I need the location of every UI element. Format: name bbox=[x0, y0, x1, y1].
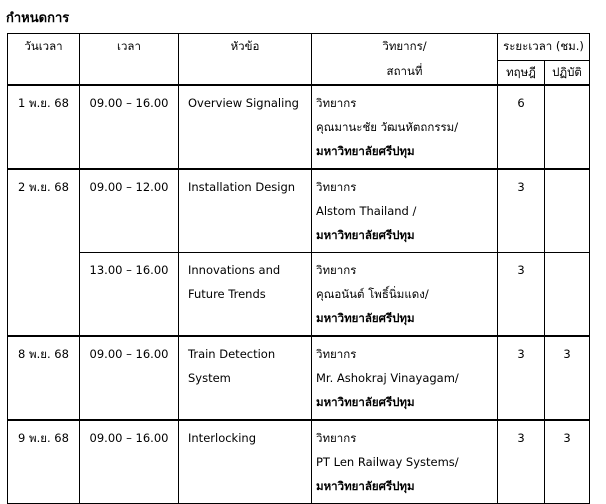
header-duration: ระยะเวลา (ชม.) bbox=[498, 34, 590, 61]
row-topic-line: Interlocking bbox=[188, 431, 256, 445]
row-theory-hours: 3 bbox=[498, 253, 545, 337]
row-time: 09.00 – 16.00 bbox=[80, 336, 179, 420]
page-title: กำหนดการ bbox=[6, 11, 70, 26]
row-topic-line: System bbox=[188, 371, 231, 385]
venue: มหาวิทยาลัยศรีปทุม bbox=[316, 144, 415, 158]
speaker-label: วิทยากร bbox=[316, 180, 357, 194]
venue: มหาวิทยาลัยศรีปทุม bbox=[316, 228, 415, 242]
row-practice-hours bbox=[545, 85, 590, 169]
table-row bbox=[8, 336, 590, 420]
row-practice-hours: 3 bbox=[545, 420, 590, 504]
row-date: 2 พ.ย. 68 bbox=[8, 169, 80, 336]
header-date: วันเวลา bbox=[8, 34, 80, 86]
row-topic-line: Future Trends bbox=[188, 287, 266, 301]
row-topic-line: Installation Design bbox=[188, 180, 296, 194]
row-time: 09.00 – 16.00 bbox=[80, 420, 179, 504]
speaker-name: คุณอนันต์ โพธิ์นิ่มแดง/ bbox=[316, 287, 429, 301]
header-speaker bbox=[312, 34, 498, 86]
row-practice-hours: 3 bbox=[545, 336, 590, 420]
header-speaker-line1: วิทยากร/ bbox=[382, 39, 427, 53]
row-topic bbox=[179, 420, 312, 504]
speaker-label: วิทยากร bbox=[316, 431, 357, 445]
row-practice-hours bbox=[545, 253, 590, 337]
table-row bbox=[8, 253, 590, 337]
table-row bbox=[8, 169, 590, 253]
row-topic-line: Innovations and bbox=[188, 263, 281, 277]
row-date: 8 พ.ย. 68 bbox=[8, 336, 80, 420]
row-topic bbox=[179, 336, 312, 420]
schedule-table bbox=[7, 33, 590, 504]
row-topic-line: Train Detection bbox=[188, 347, 276, 361]
row-speaker bbox=[312, 85, 498, 169]
header-speaker-line2: สถานที่ bbox=[386, 64, 423, 78]
header-theory: ทฤษฎี bbox=[498, 60, 545, 85]
speaker-label: วิทยากร bbox=[316, 263, 357, 277]
row-practice-hours bbox=[545, 169, 590, 253]
header-topic: หัวข้อ bbox=[179, 34, 312, 86]
table-row bbox=[8, 85, 590, 169]
venue: มหาวิทยาลัยศรีปทุม bbox=[316, 311, 415, 325]
table-row bbox=[8, 420, 590, 504]
row-date: 9 พ.ย. 68 bbox=[8, 420, 80, 504]
row-speaker bbox=[312, 420, 498, 504]
row-theory-hours: 3 bbox=[498, 169, 545, 253]
row-theory-hours: 3 bbox=[498, 420, 545, 504]
speaker-name: PT Len Railway Systems/ bbox=[316, 455, 459, 469]
row-time: 09.00 – 12.00 bbox=[80, 169, 179, 253]
row-topic bbox=[179, 85, 312, 169]
speaker-label: วิทยากร bbox=[316, 96, 357, 110]
row-theory-hours: 6 bbox=[498, 85, 545, 169]
venue: มหาวิทยาลัยศรีปทุม bbox=[316, 479, 415, 493]
speaker-name: Alstom Thailand / bbox=[316, 204, 417, 218]
row-topic bbox=[179, 253, 312, 337]
speaker-name: คุณมานะชัย วัฒนหัตถกรรม/ bbox=[316, 120, 459, 134]
speaker-label: วิทยากร bbox=[316, 347, 357, 361]
row-topic-line: Overview Signaling bbox=[188, 96, 299, 110]
row-date: 1 พ.ย. 68 bbox=[8, 85, 80, 169]
speaker-name: Mr. Ashokraj Vinayagam/ bbox=[316, 371, 459, 385]
row-speaker bbox=[312, 169, 498, 253]
row-theory-hours: 3 bbox=[498, 336, 545, 420]
row-time: 09.00 – 16.00 bbox=[80, 85, 179, 169]
venue: มหาวิทยาลัยศรีปทุม bbox=[316, 395, 415, 409]
row-topic bbox=[179, 169, 312, 253]
row-speaker bbox=[312, 253, 498, 337]
header-time: เวลา bbox=[80, 34, 179, 86]
header-practice: ปฏิบัติ bbox=[545, 60, 590, 85]
row-speaker bbox=[312, 336, 498, 420]
row-time: 13.00 – 16.00 bbox=[80, 253, 179, 337]
